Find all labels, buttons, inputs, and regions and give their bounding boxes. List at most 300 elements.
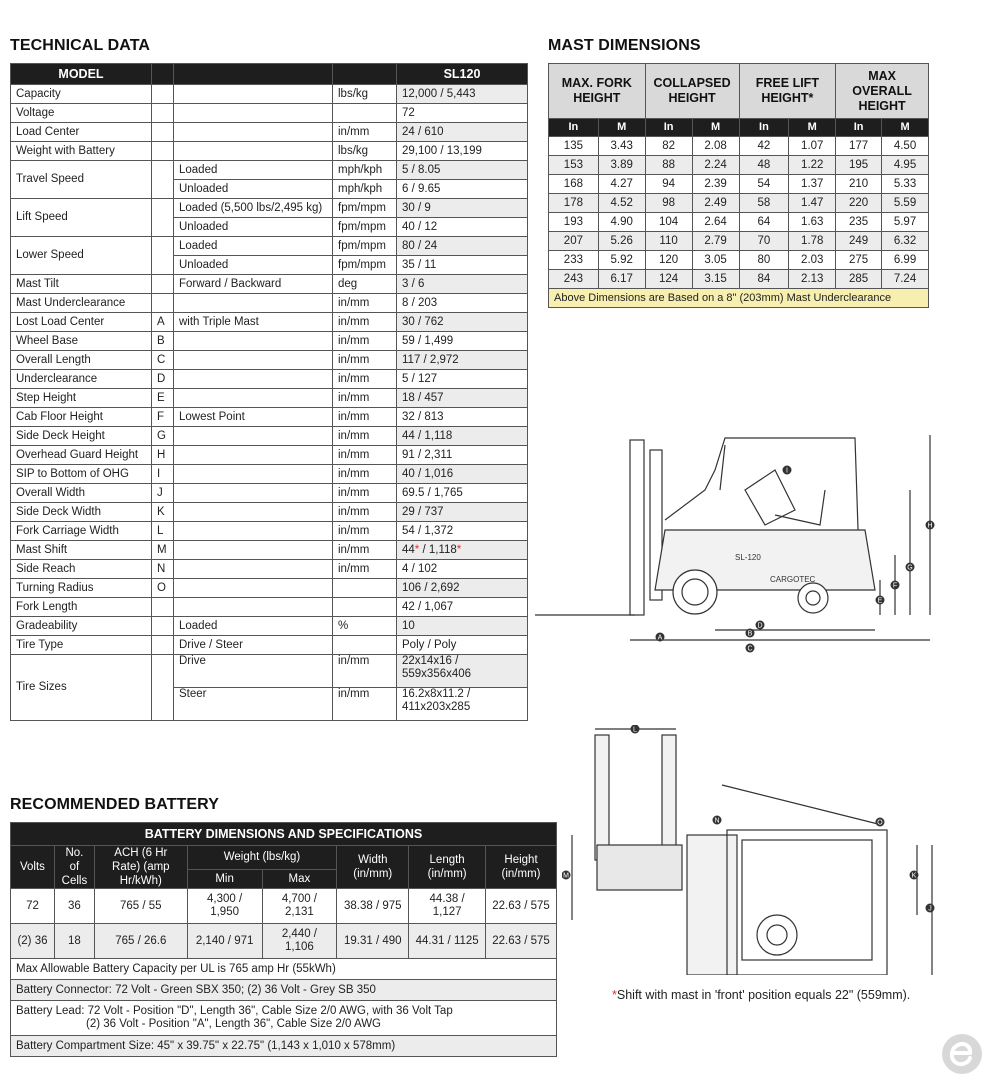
- mast-row: [549, 137, 929, 156]
- mast-note: Above Dimensions are Based on a 8" (203mm) Mast Underclearance: [549, 289, 929, 308]
- tech-row-label: Side Deck Width: [11, 503, 152, 522]
- tech-row-label: Capacity: [11, 85, 152, 104]
- mast-cell: 135: [549, 137, 599, 156]
- model-value-header: SL120: [397, 64, 528, 85]
- tech-row-letter: E: [152, 389, 174, 408]
- tech-row-letter: [152, 598, 174, 617]
- tech-row-description: [174, 351, 333, 370]
- tech-row-value: 3 / 6: [397, 275, 528, 294]
- tech-row-description: [174, 522, 333, 541]
- tech-row-label: Travel Speed: [11, 161, 152, 199]
- mast-row: [549, 213, 929, 232]
- dimension-label: C: [747, 645, 753, 653]
- tech-row-description: [174, 484, 333, 503]
- tech-row-value: 35 / 11: [397, 256, 528, 275]
- tech-row: [11, 541, 528, 560]
- mast-unit-header: In: [739, 119, 789, 137]
- battery-compartment-note: Battery Compartment Size: 45" x 39.75" x 22.75" (1,143 x 1,010 x 578mm): [11, 1036, 557, 1057]
- tech-row-description: Unloaded: [174, 218, 333, 237]
- tech-row-letter: D: [152, 370, 174, 389]
- tech-row: [11, 446, 528, 465]
- mast-row: [549, 232, 929, 251]
- tech-row-unit: in/mm: [333, 446, 397, 465]
- tech-row-value: 30 / 9: [397, 199, 528, 218]
- tech-row-letter: [152, 617, 174, 636]
- tech-row-unit: in/mm: [333, 351, 397, 370]
- tech-row-label: Gradeability: [11, 617, 152, 636]
- mast-cell: 235: [836, 213, 882, 232]
- tech-row-label: Side Reach: [11, 560, 152, 579]
- dimension-label: J: [928, 905, 932, 913]
- tech-row: [11, 503, 528, 522]
- tech-row-unit: [333, 636, 397, 655]
- tech-row-value: 59 / 1,499: [397, 332, 528, 351]
- mast-cell: 120: [645, 251, 692, 270]
- tech-row-letter: [152, 237, 174, 275]
- technical-data-heading: TECHNICAL DATA: [10, 37, 151, 54]
- tech-row-label: Overall Length: [11, 351, 152, 370]
- mast-cell: 124: [645, 270, 692, 289]
- dimension-label: D: [757, 622, 763, 630]
- tech-row-description: [174, 85, 333, 104]
- mast-cell: 104: [645, 213, 692, 232]
- tech-row-description: [174, 579, 333, 598]
- tech-row-letter: F: [152, 408, 174, 427]
- mast-cell: 1.63: [789, 213, 836, 232]
- tech-row-unit: in/mm: [333, 294, 397, 313]
- mast-cell: 195: [836, 156, 882, 175]
- battery-capacity-note: Max Allowable Battery Capacity per UL is 765 amp Hr (55kWh): [11, 959, 557, 980]
- battery-lead-note: Battery Lead: 72 Volt - Position "D", Length 36", Cable Size 2/0 AWG, with 36 Volt Tap (2) 36 Volt - Position "A", Length 36", Cable Size 2/0 AWG: [11, 1001, 557, 1036]
- tech-row: [11, 408, 528, 427]
- mast-cell: 80: [739, 251, 789, 270]
- tech-row-label: Voltage: [11, 104, 152, 123]
- mast-cell: 5.26: [598, 232, 645, 251]
- footnote-asterisk: *: [612, 988, 617, 1002]
- tech-row-description: [174, 142, 333, 161]
- mast-cell: 2.49: [692, 194, 739, 213]
- tech-row-letter: [152, 199, 174, 237]
- tech-row-value: 5 / 127: [397, 370, 528, 389]
- tech-row-value: 44* / 1,118*: [397, 541, 528, 560]
- col-weight-max: Max: [262, 869, 337, 888]
- mast-cell: 193: [549, 213, 599, 232]
- tech-row-label: Turning Radius: [11, 579, 152, 598]
- mast-cell: 285: [836, 270, 882, 289]
- tech-row-label: Underclearance: [11, 370, 152, 389]
- mast-cell: 1.22: [789, 156, 836, 175]
- mast-cell: 110: [645, 232, 692, 251]
- tech-row-unit: lbs/kg: [333, 142, 397, 161]
- col-weight-min: Min: [187, 869, 262, 888]
- tech-row: [11, 560, 528, 579]
- tech-row-label: Tire Type: [11, 636, 152, 655]
- mast-cell: 3.05: [692, 251, 739, 270]
- mast-cell: 4.52: [598, 194, 645, 213]
- tech-row-value: 12,000 / 5,443: [397, 85, 528, 104]
- mast-cell: 207: [549, 232, 599, 251]
- tech-row: [11, 655, 528, 688]
- tech-row-description: with Triple Mast: [174, 313, 333, 332]
- mast-group-header: COLLAPSED HEIGHT: [645, 64, 739, 119]
- tech-row-letter: L: [152, 522, 174, 541]
- tech-row-unit: lbs/kg: [333, 85, 397, 104]
- tech-row-label: Tire Sizes: [11, 655, 152, 721]
- dimension-label: M: [563, 872, 569, 880]
- dimension-label: N: [714, 817, 720, 825]
- tech-row-letter: B: [152, 332, 174, 351]
- tech-row-label: Lower Speed: [11, 237, 152, 275]
- tech-row-description: Unloaded: [174, 256, 333, 275]
- mast-row: [549, 251, 929, 270]
- mast-row: [549, 194, 929, 213]
- tech-row-value: 6 / 9.65: [397, 180, 528, 199]
- mast-cell: 1.07: [789, 137, 836, 156]
- tech-row-unit: in/mm: [333, 560, 397, 579]
- battery-connector-note: Battery Connector: 72 Volt - Green SBX 350; (2) 36 Volt - Grey SB 350: [11, 980, 557, 1001]
- col-length: Length (in/mm): [409, 846, 486, 889]
- mast-cell: 2.08: [692, 137, 739, 156]
- mast-unit-header: In: [836, 119, 882, 137]
- tech-row-value: 40 / 1,016: [397, 465, 528, 484]
- tech-row-unit: in/mm: [333, 123, 397, 142]
- tech-row-description: [174, 446, 333, 465]
- e-logo-icon: [940, 1032, 984, 1076]
- tech-row-value: 44 / 1,118: [397, 427, 528, 446]
- tech-row: [11, 313, 528, 332]
- tech-row-unit: [333, 598, 397, 617]
- tech-row-value: 10: [397, 617, 528, 636]
- tech-row: [11, 142, 528, 161]
- mast-cell: 4.27: [598, 175, 645, 194]
- mast-cell: 210: [836, 175, 882, 194]
- tech-row-value: 40 / 12: [397, 218, 528, 237]
- mast-cell: 7.24: [882, 270, 929, 289]
- mast-cell: 220: [836, 194, 882, 213]
- mast-row: [549, 175, 929, 194]
- tech-row-label: Overhead Guard Height: [11, 446, 152, 465]
- mast-dimensions-table: [548, 63, 929, 308]
- mast-row: [549, 156, 929, 175]
- technical-data-table: [10, 63, 528, 721]
- mast-cell: 177: [836, 137, 882, 156]
- tech-row-value: 22x14x16 / 559x356x406: [397, 655, 528, 688]
- tech-row: [11, 636, 528, 655]
- tech-row-letter: O: [152, 579, 174, 598]
- mast-cell: 2.24: [692, 156, 739, 175]
- tech-row-letter: [152, 636, 174, 655]
- tech-row-value: 32 / 813: [397, 408, 528, 427]
- tech-row-description: [174, 465, 333, 484]
- tech-row-value: 117 / 2,972: [397, 351, 528, 370]
- dimension-label: F: [892, 582, 898, 590]
- tech-row: [11, 104, 528, 123]
- tech-row-value: 29,100 / 13,199: [397, 142, 528, 161]
- tech-row-unit: in/mm: [333, 370, 397, 389]
- dimension-label: O: [877, 819, 883, 827]
- mast-unit-header: M: [692, 119, 739, 137]
- mast-cell: 168: [549, 175, 599, 194]
- mast-cell: 5.59: [882, 194, 929, 213]
- tech-row-label: Fork Carriage Width: [11, 522, 152, 541]
- tech-row-unit: in/mm: [333, 688, 397, 721]
- tech-row: [11, 351, 528, 370]
- tech-row-value: 91 / 2,311: [397, 446, 528, 465]
- tech-row-unit: in/mm: [333, 332, 397, 351]
- tech-row: [11, 199, 528, 218]
- mast-group-header: MAX. FORK HEIGHT: [549, 64, 646, 119]
- mast-cell: 1.47: [789, 194, 836, 213]
- tech-row-unit: in/mm: [333, 503, 397, 522]
- tech-row: [11, 598, 528, 617]
- tech-row-label: Lost Load Center: [11, 313, 152, 332]
- tech-row: [11, 237, 528, 256]
- tech-row-label: Load Center: [11, 123, 152, 142]
- tech-row-label: Fork Length: [11, 598, 152, 617]
- tech-row-description: [174, 123, 333, 142]
- tech-row-letter: [152, 161, 174, 199]
- tech-row: [11, 332, 528, 351]
- mast-cell: 4.90: [598, 213, 645, 232]
- tech-row-description: [174, 541, 333, 560]
- mast-cell: 94: [645, 175, 692, 194]
- tech-row-letter: [152, 142, 174, 161]
- tech-row-label: Wheel Base: [11, 332, 152, 351]
- tech-row-value: 24 / 610: [397, 123, 528, 142]
- tech-row-letter: J: [152, 484, 174, 503]
- tech-row-value: 42 / 1,067: [397, 598, 528, 617]
- tech-row-description: Loaded (5,500 lbs/2,495 kg): [174, 199, 333, 218]
- dimension-label: I: [786, 467, 788, 475]
- tech-row-value: 72: [397, 104, 528, 123]
- tech-row-unit: [333, 104, 397, 123]
- mast-cell: 1.78: [789, 232, 836, 251]
- tech-row-unit: in/mm: [333, 313, 397, 332]
- tech-row-label: Cab Floor Height: [11, 408, 152, 427]
- tech-row-description: Forward / Backward: [174, 275, 333, 294]
- mast-cell: 3.15: [692, 270, 739, 289]
- tech-row-unit: fpm/mpm: [333, 218, 397, 237]
- tech-row-description: [174, 598, 333, 617]
- tech-row-description: [174, 503, 333, 522]
- tech-row-value: 5 / 8.05: [397, 161, 528, 180]
- tech-row-letter: [152, 85, 174, 104]
- tech-row-letter: A: [152, 313, 174, 332]
- tech-row-label: Weight with Battery: [11, 142, 152, 161]
- mast-cell: 88: [645, 156, 692, 175]
- tech-row-description: Loaded: [174, 237, 333, 256]
- tech-row: [11, 465, 528, 484]
- tech-row: [11, 389, 528, 408]
- mast-unit-header: M: [789, 119, 836, 137]
- battery-row: (2) 36 18 765 / 26.6 2,140 / 971 2,440 / 1,106 19.31 / 490 44.31 / 1125 22.63 / 575: [11, 924, 557, 959]
- tech-row-label: Overall Width: [11, 484, 152, 503]
- tech-row-letter: N: [152, 560, 174, 579]
- mast-cell: 2.13: [789, 270, 836, 289]
- tech-row-unit: fpm/mpm: [333, 237, 397, 256]
- mast-cell: 249: [836, 232, 882, 251]
- tech-row-description: Drive / Steer: [174, 636, 333, 655]
- tech-row-unit: in/mm: [333, 522, 397, 541]
- tech-row-letter: [152, 294, 174, 313]
- tech-row-value: 80 / 24: [397, 237, 528, 256]
- tech-row-value: 8 / 203: [397, 294, 528, 313]
- tech-row-description: Loaded: [174, 161, 333, 180]
- tech-row-letter: [152, 655, 174, 721]
- tech-row-letter: C: [152, 351, 174, 370]
- tech-row-value: 106 / 2,692: [397, 579, 528, 598]
- tech-row-description: Steer: [174, 688, 333, 721]
- tech-row-description: Lowest Point: [174, 408, 333, 427]
- tech-row-letter: M: [152, 541, 174, 560]
- dimension-label: B: [747, 630, 753, 638]
- tech-row-unit: in/mm: [333, 389, 397, 408]
- tech-row-description: [174, 332, 333, 351]
- tech-row-value: 18 / 457: [397, 389, 528, 408]
- col-cells: No. of Cells: [54, 846, 94, 889]
- mast-cell: 70: [739, 232, 789, 251]
- mast-shift-footnote: *Shift with mast in 'front' position equals 22" (559mm).: [612, 988, 911, 1002]
- truck-model-text: SL-120: [735, 553, 761, 562]
- tech-row-unit: in/mm: [333, 427, 397, 446]
- mast-cell: 54: [739, 175, 789, 194]
- model-header: MODEL: [11, 64, 152, 85]
- mast-cell: 84: [739, 270, 789, 289]
- mast-cell: 4.95: [882, 156, 929, 175]
- tech-row-letter: I: [152, 465, 174, 484]
- forklift-side-view-drawing: [535, 430, 940, 655]
- mast-row: [549, 270, 929, 289]
- mast-cell: 64: [739, 213, 789, 232]
- tech-row-value: 69.5 / 1,765: [397, 484, 528, 503]
- mast-cell: 82: [645, 137, 692, 156]
- mast-cell: 4.50: [882, 137, 929, 156]
- truck-brand-text: CARGOTEC: [770, 575, 816, 584]
- tech-row-description: [174, 104, 333, 123]
- mast-cell: 275: [836, 251, 882, 270]
- mast-unit-header: In: [549, 119, 599, 137]
- tech-row-description: [174, 370, 333, 389]
- dimension-label: E: [877, 597, 883, 605]
- mast-cell: 153: [549, 156, 599, 175]
- tech-row-unit: [333, 579, 397, 598]
- tech-row-description: [174, 427, 333, 446]
- tech-row-label: Step Height: [11, 389, 152, 408]
- dimension-label: H: [927, 522, 933, 530]
- mast-cell: 2.79: [692, 232, 739, 251]
- mast-cell: 5.92: [598, 251, 645, 270]
- tech-row-label: SIP to Bottom of OHG: [11, 465, 152, 484]
- tech-row-description: Drive: [174, 655, 333, 688]
- tech-row-unit: %: [333, 617, 397, 636]
- tech-row-label: Side Deck Height: [11, 427, 152, 446]
- mast-cell: 233: [549, 251, 599, 270]
- dimension-label: L: [633, 726, 637, 734]
- tech-row: [11, 294, 528, 313]
- tech-row-label: Mast Tilt: [11, 275, 152, 294]
- tech-row: [11, 123, 528, 142]
- col-height: Height (in/mm): [486, 846, 557, 889]
- tech-row: [11, 617, 528, 636]
- mast-cell: 2.39: [692, 175, 739, 194]
- mast-unit-header: In: [645, 119, 692, 137]
- mast-cell: 5.97: [882, 213, 929, 232]
- tech-row-letter: [152, 104, 174, 123]
- tech-row-unit: fpm/mpm: [333, 199, 397, 218]
- mast-group-header: MAX OVERALL HEIGHT: [836, 64, 929, 119]
- tech-row: [11, 275, 528, 294]
- col-volts: Volts: [11, 846, 55, 889]
- tech-row-letter: [152, 275, 174, 294]
- tech-row: [11, 427, 528, 446]
- tech-row-label: Mast Underclearance: [11, 294, 152, 313]
- tech-row-value: 54 / 1,372: [397, 522, 528, 541]
- mast-dimensions-heading: MAST DIMENSIONS: [548, 37, 701, 54]
- mast-cell: 6.17: [598, 270, 645, 289]
- tech-row-unit: mph/kph: [333, 161, 397, 180]
- mast-cell: 42: [739, 137, 789, 156]
- tech-row-value: 29 / 737: [397, 503, 528, 522]
- tech-row-letter: H: [152, 446, 174, 465]
- forklift-top-view-drawing: [562, 725, 937, 975]
- mast-cell: 98: [645, 194, 692, 213]
- tech-row: [11, 484, 528, 503]
- tech-row-unit: in/mm: [333, 408, 397, 427]
- tech-row-value: 30 / 762: [397, 313, 528, 332]
- tech-row-letter: G: [152, 427, 174, 446]
- mast-cell: 178: [549, 194, 599, 213]
- tech-row: [11, 522, 528, 541]
- tech-row-unit: in/mm: [333, 655, 397, 688]
- tech-row-description: Unloaded: [174, 180, 333, 199]
- dimension-label: A: [657, 634, 663, 642]
- tech-row: [11, 161, 528, 180]
- tech-row-letter: K: [152, 503, 174, 522]
- tech-row-value: 4 / 102: [397, 560, 528, 579]
- mast-cell: 5.33: [882, 175, 929, 194]
- col-width: Width (in/mm): [337, 846, 409, 889]
- tech-row-description: Loaded: [174, 617, 333, 636]
- mast-cell: 2.03: [789, 251, 836, 270]
- mast-cell: 58: [739, 194, 789, 213]
- mast-cell: 1.37: [789, 175, 836, 194]
- dimension-label: G: [907, 564, 913, 572]
- recommended-battery-heading: RECOMMENDED BATTERY: [10, 796, 220, 813]
- battery-table: [10, 822, 557, 1057]
- mast-cell: 2.64: [692, 213, 739, 232]
- mast-group-header: FREE LIFT HEIGHT*: [739, 64, 836, 119]
- tech-row-label: Mast Shift: [11, 541, 152, 560]
- tech-row-description: [174, 560, 333, 579]
- mast-cell: 3.89: [598, 156, 645, 175]
- tech-row-label: Lift Speed: [11, 199, 152, 237]
- tech-row-unit: in/mm: [333, 541, 397, 560]
- tech-row-value: Poly / Poly: [397, 636, 528, 655]
- tech-row-letter: [152, 123, 174, 142]
- dimension-label: K: [911, 872, 917, 880]
- tech-row: [11, 85, 528, 104]
- tech-row: [11, 370, 528, 389]
- mast-cell: 6.99: [882, 251, 929, 270]
- mast-cell: 48: [739, 156, 789, 175]
- tech-row-value: 16.2x8x11.2 / 411x203x285: [397, 688, 528, 721]
- tech-row: [11, 579, 528, 598]
- tech-row-description: [174, 294, 333, 313]
- tech-row-unit: in/mm: [333, 484, 397, 503]
- mast-cell: 243: [549, 270, 599, 289]
- tech-row-unit: in/mm: [333, 465, 397, 484]
- col-weight: Weight (lbs/kg): [187, 846, 337, 870]
